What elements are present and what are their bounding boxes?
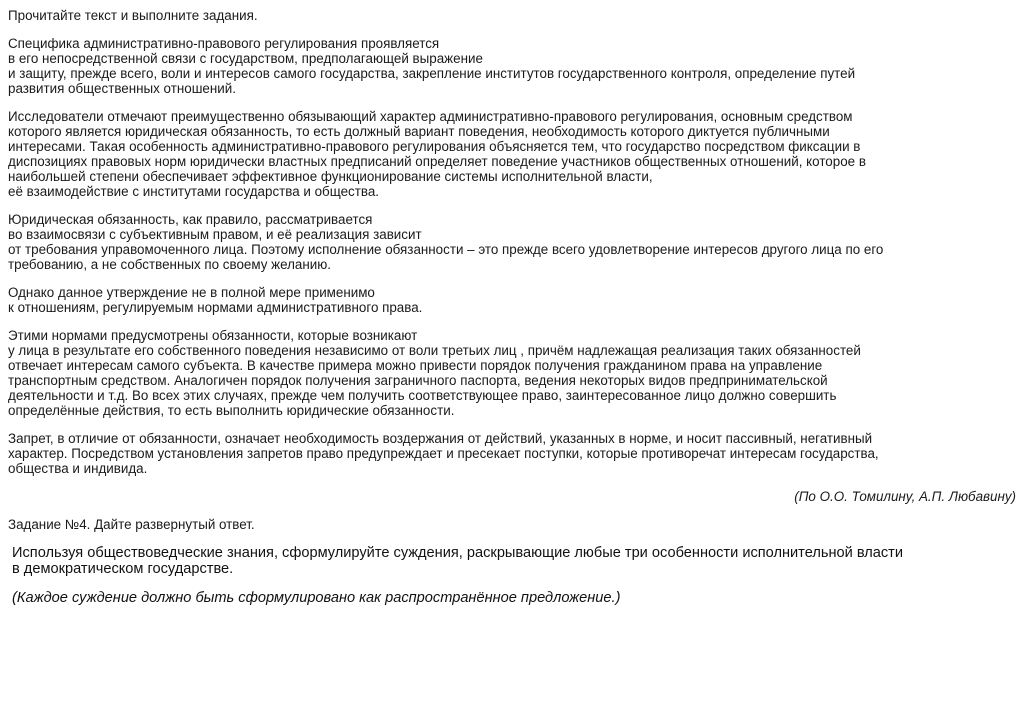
text-line: от требования управомоченного лица. Поэтому исполнение обязанности – это прежде всего удовлетворение интересов другого лица по его <box>8 242 884 257</box>
text-line: Однако данное утверждение не в полной мере применимо <box>8 285 375 300</box>
text-line: интересами. Такая особенность административно-правового регулирования объясняется тем, что государство посредством фиксации в <box>8 139 861 154</box>
paragraph-5 <box>8 328 1016 418</box>
task-title: Задание №4. Дайте развернутый ответ. <box>8 517 255 532</box>
text-line: которого является юридическая обязанность, то есть должный вариант поведения, необходимость которого диктуется публичными <box>8 124 830 139</box>
task-body <box>12 545 1016 577</box>
text-line: Исследователи отмечают преимущественно обязывающий характер административно-правового регулирования, основным средством <box>8 109 853 124</box>
text-line: её взаимодействие с институтами государства и общества. <box>8 184 379 199</box>
text-line: и защиту, прежде всего, воли и интересов самого государства, закрепление институтов государственного контроля, определение путей <box>8 66 856 81</box>
text-line: в его непосредственной связи с государством, предполагающей выражение <box>8 51 483 66</box>
text-line: во взаимосвязи с субъективным правом, и её реализация зависит <box>8 227 422 242</box>
text-line: Юридическая обязанность, как правило, рассматривается <box>8 212 373 227</box>
text-line: отвечает интересам самого субъекта. В качестве примера можно привести порядок получения гражданином права на управление <box>8 358 823 373</box>
task-note: (Каждое суждение должно быть сформулировано как распространённое предложение.) <box>12 590 621 606</box>
task-block <box>8 545 1016 606</box>
paragraph-6 <box>8 431 1016 476</box>
text-line: в демократическом государстве. <box>12 561 234 577</box>
text-line: Этими нормами предусмотрены обязанности, которые возникают <box>8 328 418 343</box>
text-line: Запрет, в отличие от обязанности, означает необходимость воздержания от действий, указанных в норме, и носит пассивный, негативный <box>8 431 873 446</box>
text-line: наибольшей степени обеспечивает эффективное функционирование системы исполнительной власти, <box>8 169 653 184</box>
text-line: требованию, а не собственных по своему желанию. <box>8 257 331 272</box>
text-line: Используя обществоведческие знания, сформулируйте суждения, раскрывающие любые три особенности исполнительной власти <box>12 545 904 561</box>
text-line: у лица в результате его собственного поведения независимо от воли третьих лиц , причём надлежащая реализация таких обязанностей <box>8 343 861 358</box>
text-line: Специфика административно-правового регулирования проявляется <box>8 36 440 51</box>
text-line: характер. Посредством установления запретов право предупреждает и пресекает поступки, которые противоречат интересам государства, <box>8 446 879 461</box>
paragraph-1 <box>8 36 1016 96</box>
source-citation: (По О.О. Томилину, А.П. Любавину) <box>794 489 1016 504</box>
paragraph-2 <box>8 109 1016 199</box>
text-line: определённые действия, то есть выполнить юридические обязанности. <box>8 403 455 418</box>
paragraph-4 <box>8 285 1016 315</box>
text-line: диспозициях правовых норм юридически властных предписаний определяет поведение участников общественных отношений, которое в <box>8 154 866 169</box>
text-line: к отношениям, регулируемым нормами административного права. <box>8 300 423 315</box>
text-line: развития общественных отношений. <box>8 81 236 96</box>
text-line: транспортным средством. Аналогичен порядок получения заграничного паспорта, ведения некоторых видов предпринимательской <box>8 373 828 388</box>
text-line: деятельности и т.д. Во всех этих случаях, прежде чем получить соответствующее право, заинтересованное лицо должно совершить <box>8 388 837 403</box>
document <box>8 8 1016 619</box>
paragraph-3 <box>8 212 1016 272</box>
text-line: общества и индивида. <box>8 461 148 476</box>
intro-text: Прочитайте текст и выполните задания. <box>8 8 258 23</box>
